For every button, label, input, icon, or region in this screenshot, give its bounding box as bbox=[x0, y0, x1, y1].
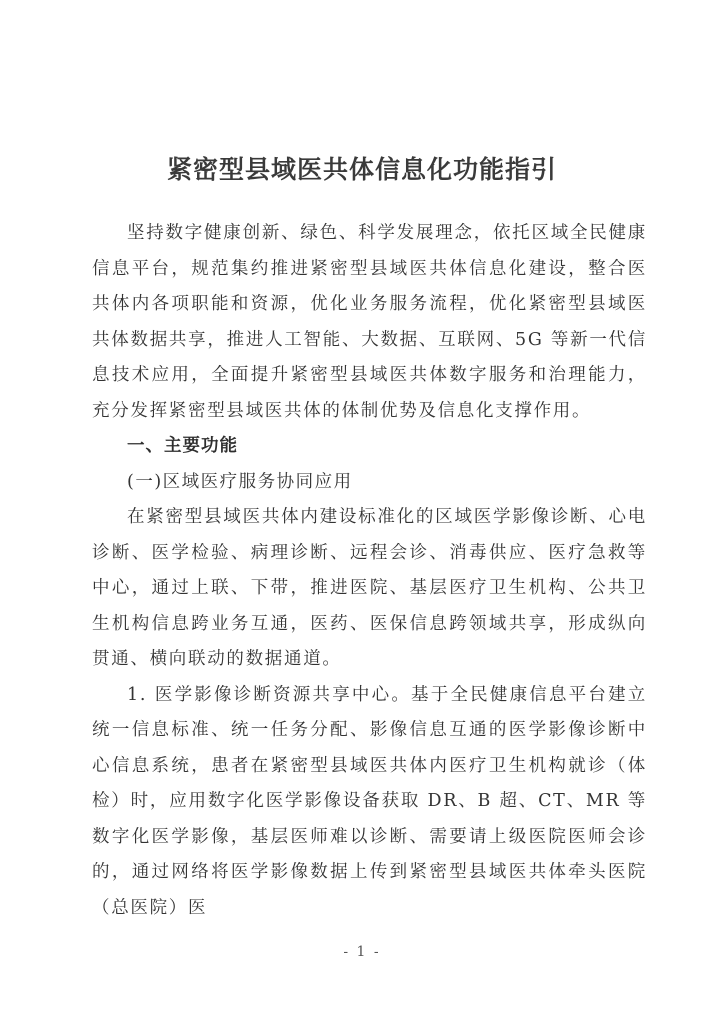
section-heading-main-functions: 一、主要功能 bbox=[127, 436, 238, 456]
intro-paragraph: 坚持数字健康创新、绿色、科学发展理念，依托区域全民健康信息平台，规范集约推进紧密型县域医共体信息化建设，整合医共体内各项职能和资源，优化业务服务流程，优化紧密型县域医共体数据共享，推进人工智能、大数据、互联网、5G 等新一代信息技术应用，全面提升紧密型县域医共体数字服务和治理能力，充分发挥紧密型县域医共体的体制优势及信息化支撑作用。 bbox=[92, 223, 647, 421]
document-body bbox=[92, 216, 647, 926]
subsection-heading-regional-collaboration: (一)区域医疗服务协同应用 bbox=[127, 471, 353, 492]
document-title: 紧密型县域医共体信息化功能指引 bbox=[166, 155, 557, 184]
page-number: - 1 - bbox=[343, 944, 381, 960]
subsection-paragraph: 在紧密型县域医共体内建设标准化的区域医学影像诊断、心电诊断、医学检验、病理诊断、远程会诊、消毒供应、医疗急救等中心，通过上联、下带，推进医院、基层医疗卫生机构、公共卫生机构信息跨业务互通，医药、医保信息跨领域共享，形成纵向贯通、横向联动的数据通道。 bbox=[92, 507, 647, 669]
item-1-paragraph: 1. 医学影像诊断资源共享中心。基于全民健康信息平台建立统一信息标准、统一任务分配、影像信息互通的医学影像诊断中心信息系统，患者在紧密型县域医共体内医疗卫生机构就诊（体检）时，应用数字化医学影像设备获取 DR、B 超、CT、MR 等数字化医学影像，基层医师难以诊断、需要请上级医院医师会诊的，通过网络将医学影像数据上传到紧密型县域医共体牵头医院（总医院）医 bbox=[92, 684, 647, 918]
